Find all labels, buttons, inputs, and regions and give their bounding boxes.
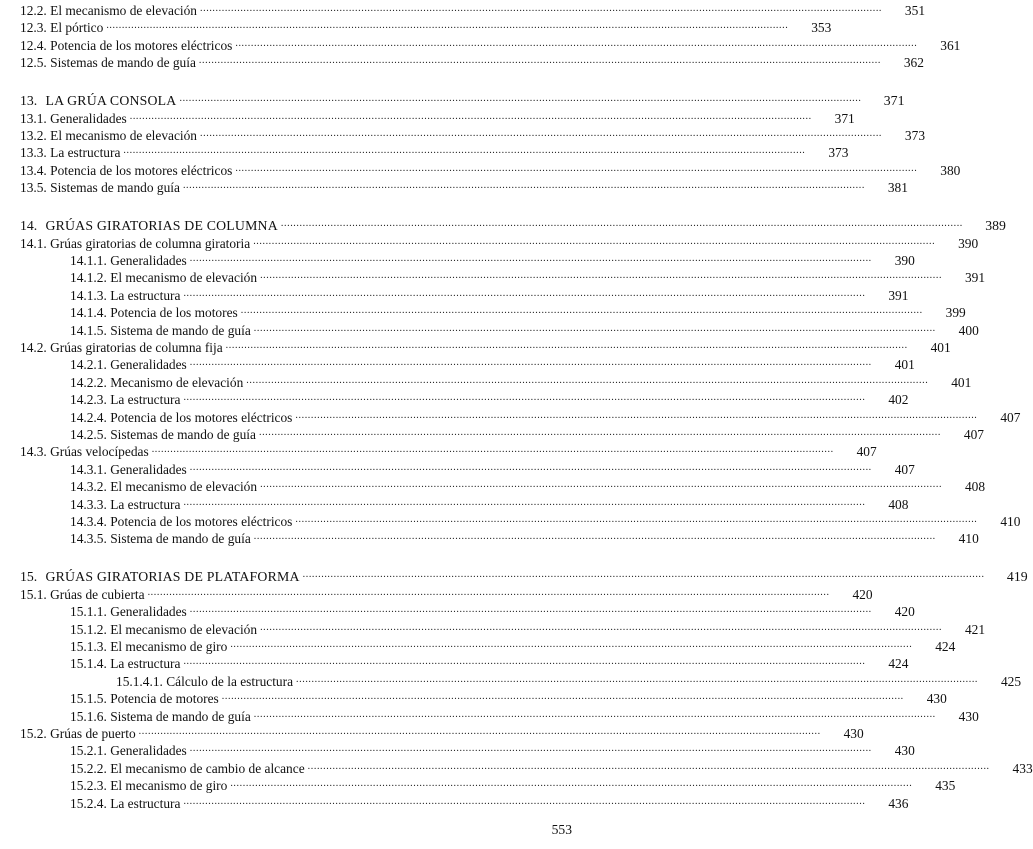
- dot-leader: ............................................................................................................................................................................................................................: [106, 20, 789, 32]
- toc-entry-page: 436: [888, 795, 909, 811]
- toc-entry-label: [116, 674, 293, 689]
- dot-leader: ............................................................................................................................................................................................................................: [189, 253, 872, 264]
- toc-entry-page: 401: [894, 357, 915, 373]
- toc-entry-label: [20, 55, 196, 70]
- toc-entry-label: [70, 497, 180, 512]
- toc-entry-number: 13.3.: [20, 145, 47, 161]
- toc-entry-page: 362: [903, 55, 924, 71]
- toc-entry-page: 399: [945, 305, 966, 321]
- toc-entry-number: 13.: [20, 93, 38, 109]
- toc-entry: [70, 707, 979, 724]
- toc-entry-page: 351: [904, 3, 926, 18]
- toc-entry-number: 15.1.3.: [70, 639, 107, 654]
- toc-entry-label: [70, 778, 227, 793]
- dot-leader: ............................................................................................................................................................................................................................: [200, 128, 883, 139]
- toc-entry-label: [20, 726, 136, 741]
- toc-entry-title: El mecanismo de giro: [110, 778, 228, 794]
- toc-entry: [70, 654, 909, 672]
- dot-leader: ............................................................................................................................................................................................................................: [183, 287, 866, 299]
- toc-entry-title: GRÚAS GIRATORIAS DE PLATAFORMA: [45, 569, 300, 585]
- dot-leader: ............................................................................................................................................................................................................................: [295, 409, 978, 421]
- toc-entry: [70, 321, 979, 338]
- toc-entry-title: La estructura: [110, 656, 181, 672]
- toc-entry-number: 12.4.: [20, 37, 47, 53]
- toc-entry-label: [20, 587, 145, 602]
- toc-entry-number: 14.2.1.: [70, 357, 107, 373]
- toc-entry: [70, 620, 986, 637]
- toc-entry-page: 424: [935, 639, 956, 654]
- toc-entry-label: [70, 479, 257, 494]
- toc-entry-title: La estructura: [110, 795, 181, 811]
- toc-entry-page: 381: [887, 180, 908, 196]
- toc-entry-title: El mecanismo de elevación: [110, 621, 258, 637]
- dot-leader: ............................................................................................................................................................................................................................: [230, 778, 913, 790]
- toc-entry-number: 15.1.2.: [70, 621, 107, 637]
- toc-entry: [20, 338, 951, 355]
- toc-entry-label: [20, 20, 103, 35]
- toc-entry-number: 15.1.1.: [70, 604, 107, 620]
- toc-entry-title: Potencia de los motores eléctricos: [50, 37, 233, 53]
- toc-entry: [70, 390, 909, 408]
- toc-entry-page: 407: [894, 461, 915, 477]
- toc-entry-label: [70, 357, 187, 372]
- toc-entry: [70, 251, 915, 268]
- dot-leader: ............................................................................................................................................................................................................................: [147, 586, 830, 598]
- toc-entry-label: [20, 145, 120, 160]
- dot-leader: ............................................................................................................................................................................................................................: [280, 218, 963, 230]
- toc-entry-number: 14.2.: [20, 340, 47, 355]
- dot-leader: ............................................................................................................................................................................................................................: [189, 461, 872, 473]
- toc-entry-label: [20, 163, 232, 178]
- dot-leader: ............................................................................................................................................................................................................................: [183, 795, 866, 807]
- dot-leader: ............................................................................................................................................................................................................................: [307, 760, 990, 772]
- dot-leader: ............................................................................................................................................................................................................................: [296, 673, 979, 685]
- toc-entry: [70, 477, 986, 495]
- toc-entry-number: 14.3.: [20, 444, 47, 460]
- toc-entry-page: 430: [843, 726, 864, 741]
- toc-entry-title: Sistema de mando de guía: [110, 531, 251, 547]
- dot-leader: ............................................................................................................................................................................................................................: [182, 180, 865, 192]
- toc-entry-label: [70, 375, 243, 390]
- toc-entry-number: 12.3.: [20, 20, 47, 36]
- toc-entry-number: 14.1.: [20, 235, 47, 251]
- toc-entry-label: [20, 128, 197, 143]
- toc-entry: [70, 759, 1033, 776]
- dot-leader: ............................................................................................................................................................................................................................: [221, 691, 904, 703]
- toc-entry-page: 421: [964, 621, 986, 637]
- toc-entry-title: El mecanismo de elevación: [50, 3, 198, 18]
- toc-entry: [70, 460, 915, 477]
- toc-entry-number: 14.1.5.: [70, 322, 107, 338]
- toc-entry: [20, 126, 926, 143]
- toc-entry: [70, 286, 909, 303]
- toc-entry-title: Generalidades: [50, 110, 127, 126]
- toc-entry-label: [70, 604, 187, 619]
- toc-chapter: [20, 216, 1006, 234]
- toc-entry-number: 13.1.: [20, 110, 47, 126]
- toc-entry-number: 14.2.4.: [70, 409, 107, 425]
- toc-entry-label: [20, 340, 223, 355]
- toc-entry-number: 15.1.4.: [70, 656, 107, 672]
- toc-entry-label: [70, 743, 187, 758]
- toc-entry-page: 407: [963, 427, 984, 442]
- toc-entry-page: 400: [958, 322, 979, 338]
- dot-leader: ............................................................................................................................................................................................................................: [200, 3, 883, 14]
- toc-entry: [70, 512, 1021, 529]
- toc-entry-number: 14.: [20, 218, 38, 234]
- toc-entry-label: [20, 236, 250, 251]
- toc-entry-number: 14.2.2.: [70, 374, 107, 390]
- toc-entry-title: La estructura: [110, 392, 181, 408]
- toc-entry-label: [70, 288, 180, 303]
- toc-entry-number: 14.2.3.: [70, 392, 107, 408]
- dot-leader: ............................................................................................................................................................................................................................: [253, 531, 936, 543]
- toc-entry-title: Generalidades: [110, 253, 187, 268]
- toc-entry: [70, 602, 915, 620]
- toc-entry-number: 13.4.: [20, 162, 47, 178]
- toc-entry-label: [20, 3, 197, 18]
- toc-entry-label: [20, 180, 180, 195]
- toc-entry: [70, 637, 956, 654]
- toc-entry-label: [20, 569, 300, 584]
- toc-entry-page: 401: [951, 374, 972, 390]
- toc-entry: [20, 1, 926, 18]
- toc-entry: [70, 776, 956, 794]
- dot-leader: ............................................................................................................................................................................................................................: [189, 604, 872, 616]
- toc-entry-page: 419: [1006, 569, 1028, 585]
- toc-entry-title: El mecanismo de elevación: [110, 270, 258, 286]
- toc-entry-number: 15.2.1.: [70, 743, 107, 759]
- toc-entry: [20, 53, 924, 71]
- toc-entry-number: 15.2.: [20, 726, 47, 741]
- dot-leader: ............................................................................................................................................................................................................................: [295, 514, 978, 525]
- toc-entry-page: 353: [811, 20, 832, 36]
- toc-entry-page: 402: [888, 392, 909, 408]
- toc-entry-number: 12.5.: [20, 55, 47, 71]
- toc-entry-title: Sistemas de mando de guía: [110, 427, 256, 442]
- toc-entry-title: El mecanismo de cambio de alcance: [110, 760, 305, 776]
- toc-entry: [20, 109, 855, 126]
- toc-entry-label: [70, 514, 292, 529]
- toc-entry-page: 424: [888, 656, 909, 672]
- toc-entry-page: 401: [930, 340, 951, 355]
- toc-entry-page: 391: [888, 287, 909, 303]
- toc-entry-label: [70, 622, 257, 637]
- toc-entry-page: 430: [926, 691, 947, 707]
- dot-leader: ............................................................................................................................................................................................................................: [183, 392, 866, 404]
- dot-leader: ............................................................................................................................................................................................................................: [240, 305, 923, 317]
- toc-entry-title: Grúas giratorias de columna giratoria: [50, 235, 251, 251]
- toc-entry-label: [70, 656, 180, 671]
- toc-entry-number: 15.: [20, 569, 38, 585]
- dot-leader: ............................................................................................................................................................................................................................: [235, 162, 918, 174]
- toc-entry-title: Grúas giratorias de columna fija: [50, 340, 223, 355]
- toc-entry: [116, 672, 1022, 689]
- dot-leader: ............................................................................................................................................................................................................................: [151, 444, 834, 456]
- toc-entry-label: [70, 531, 251, 546]
- toc-entry-number: 13.2.: [20, 128, 47, 143]
- toc-entry-page: 390: [958, 235, 979, 251]
- toc-entry-page: 425: [1000, 673, 1022, 689]
- toc-entry-page: 380: [940, 162, 961, 178]
- toc-entry-page: 407: [856, 444, 877, 460]
- toc-entry-label: [70, 305, 238, 320]
- toc-entry-label: [70, 253, 187, 268]
- toc-entry-page: 410: [958, 531, 979, 547]
- toc-entry-page: 361: [940, 37, 961, 53]
- toc-entry: [70, 355, 915, 373]
- toc-entry-page: 371: [883, 93, 905, 109]
- dot-leader: ............................................................................................................................................................................................................................: [189, 357, 872, 369]
- toc-entry-title: GRÚAS GIRATORIAS DE COLUMNA: [45, 218, 278, 234]
- toc-entry-label: [20, 111, 127, 126]
- toc-entry-title: Potencia de motores: [110, 691, 219, 707]
- toc-entry-page: 373: [904, 128, 926, 143]
- toc-entry: [70, 425, 984, 442]
- toc-entry-title: Potencia de los motores eléctricos: [50, 162, 233, 178]
- toc-entry: [70, 268, 986, 286]
- toc-entry-title: La estructura: [110, 496, 181, 512]
- page-number: 553: [551, 822, 572, 837]
- dot-leader: ............................................................................................................................................................................................................................: [260, 479, 943, 491]
- toc-entry: [20, 143, 849, 161]
- toc-entry: [70, 373, 972, 390]
- toc-entry: [20, 161, 961, 178]
- toc-entry-title: Generalidades: [110, 604, 187, 620]
- toc-entry-number: 15.2.3.: [70, 778, 107, 794]
- toc-entry-number: 14.3.5.: [70, 531, 107, 547]
- toc-entry-page: 373: [828, 145, 849, 161]
- toc-entry-number: 14.1.1.: [70, 253, 107, 268]
- toc-entry-page: 433: [1012, 760, 1033, 776]
- dot-leader: ............................................................................................................................................................................................................................: [230, 639, 913, 650]
- toc-entry-label: [70, 691, 219, 706]
- toc-chapter: [20, 567, 1028, 585]
- dot-leader: ............................................................................................................................................................................................................................: [260, 621, 943, 633]
- toc-entry-title: Sistema de mando de guía: [110, 322, 251, 338]
- toc-entry-number: 15.1.5.: [70, 691, 107, 707]
- toc-entry-title: Sistemas de mando guía: [50, 180, 180, 196]
- toc-entry-title: Mecanismo de elevación: [110, 374, 244, 390]
- dot-leader: ............................................................................................................................................................................................................................: [258, 427, 941, 438]
- toc-entry-title: El mecanismo de giro: [110, 639, 228, 654]
- toc-entry-page: 410: [1000, 514, 1021, 529]
- toc-entry-page: 435: [935, 778, 956, 794]
- toc-entry-number: 14.3.4.: [70, 514, 107, 529]
- toc-entry: [70, 495, 909, 512]
- toc-entry-label: [70, 410, 292, 425]
- toc-entry: [20, 585, 873, 602]
- toc-entry-number: 15.1.4.1.: [116, 673, 163, 689]
- toc-entry-number: 12.2.: [20, 3, 47, 18]
- toc-entry-page: 408: [964, 479, 986, 495]
- toc-entry-title: El pórtico: [50, 20, 104, 36]
- toc-entry-title: LA GRÚA CONSOLA: [45, 93, 177, 109]
- toc-entry-title: El mecanismo de elevación: [110, 479, 258, 495]
- dot-leader: ............................................................................................................................................................................................................................: [123, 145, 806, 157]
- toc-entry: [20, 36, 961, 53]
- toc-entry-title: Sistema de mando de guía: [110, 708, 251, 724]
- dot-leader: ............................................................................................................................................................................................................................: [129, 110, 812, 122]
- toc-entry-title: La estructura: [50, 145, 121, 161]
- dot-leader: ............................................................................................................................................................................................................................: [198, 55, 881, 67]
- toc-entry-title: Cálculo de la estructura: [166, 673, 294, 689]
- toc-entry-label: [70, 462, 187, 477]
- toc-entry-title: Grúas velocípedas: [50, 444, 149, 460]
- toc-entry-page: 430: [958, 708, 979, 724]
- toc-entry-label: [70, 796, 180, 811]
- toc-entry-number: 14.1.3.: [70, 287, 107, 303]
- toc-entry-number: 14.3.1.: [70, 461, 107, 477]
- toc-entry-number: 14.2.5.: [70, 427, 107, 442]
- toc-entry-page: 371: [834, 110, 855, 126]
- toc-entry-label: [70, 392, 180, 407]
- dot-leader: ............................................................................................................................................................................................................................: [183, 496, 866, 508]
- toc-entry-title: Potencia de los motores eléctricos: [110, 514, 293, 529]
- toc-entry-number: 14.1.2.: [70, 270, 107, 286]
- toc-chapter: [20, 91, 905, 109]
- toc-entry-title: Sistemas de mando de guía: [50, 55, 196, 71]
- dot-leader: ............................................................................................................................................................................................................................: [189, 743, 872, 755]
- toc-entry-page: 408: [888, 496, 909, 512]
- dot-leader: ............................................................................................................................................................................................................................: [253, 235, 936, 247]
- toc-entry-number: 15.1.: [20, 586, 47, 602]
- toc-entry-page: 390: [894, 253, 915, 268]
- dot-leader: ............................................................................................................................................................................................................................: [260, 270, 943, 282]
- toc-entry-number: 14.3.3.: [70, 496, 107, 512]
- dot-leader: ............................................................................................................................................................................................................................: [235, 37, 918, 49]
- dot-leader: ............................................................................................................................................................................................................................: [179, 93, 862, 105]
- toc-entry-title: Grúas de cubierta: [50, 586, 145, 602]
- dot-leader: ............................................................................................................................................................................................................................: [253, 322, 936, 334]
- toc-entry-number: 13.5.: [20, 180, 47, 196]
- dot-leader: ............................................................................................................................................................................................................................: [225, 340, 908, 351]
- toc-entry-number: 15.2.4.: [70, 795, 107, 811]
- toc-entry-title: Potencia de los motores: [110, 305, 238, 321]
- toc-entry-label: [20, 38, 232, 53]
- toc-entry: [20, 18, 832, 36]
- dot-leader: ............................................................................................................................................................................................................................: [183, 656, 866, 668]
- dot-leader: ............................................................................................................................................................................................................................: [253, 708, 936, 720]
- toc-entry-label: [70, 761, 305, 776]
- toc-entry-page: 391: [964, 270, 986, 286]
- toc-entry-label: [70, 323, 251, 338]
- toc-entry-title: La estructura: [110, 287, 181, 303]
- toc-entry: [70, 689, 947, 707]
- toc-entry-title: Generalidades: [110, 461, 187, 477]
- toc-entry-number: 15.1.6.: [70, 708, 107, 724]
- toc-entry: [70, 794, 909, 811]
- toc-entry-title: Generalidades: [110, 743, 187, 759]
- toc-entry: [20, 234, 979, 251]
- toc-entry: [70, 529, 979, 547]
- toc-entry: [20, 442, 877, 460]
- toc-entry-title: Generalidades: [110, 357, 187, 373]
- toc-entry-title: El mecanismo de elevación: [50, 128, 198, 143]
- toc-entry: [70, 303, 966, 321]
- toc-entry-label: [70, 270, 257, 285]
- dot-leader: ............................................................................................................................................................................................................................: [302, 569, 985, 581]
- toc-entry-number: 14.3.2.: [70, 479, 107, 495]
- toc-entry: [20, 724, 864, 741]
- toc-entry-label: [20, 218, 278, 233]
- toc-entry-title: Grúas de puerto: [50, 726, 136, 741]
- toc-entry-label: [70, 639, 227, 654]
- toc-entry-page: 420: [894, 604, 915, 620]
- toc-entry-page: 430: [894, 743, 915, 759]
- toc-entry: [70, 408, 1021, 425]
- toc-entry: [70, 741, 915, 759]
- dot-leader: ............................................................................................................................................................................................................................: [246, 374, 929, 386]
- toc-entry: [20, 178, 908, 196]
- toc-entry-label: [20, 444, 149, 459]
- toc-entry-page: 420: [852, 586, 873, 602]
- toc-entry-label: [70, 427, 256, 442]
- toc-entry-number: 15.2.2.: [70, 760, 107, 776]
- toc-entry-label: [70, 709, 251, 724]
- toc-entry-number: 14.1.4.: [70, 305, 107, 321]
- dot-leader: ............................................................................................................................................................................................................................: [138, 726, 821, 737]
- toc-entry-page: 407: [1000, 409, 1021, 425]
- toc-entry-label: [20, 93, 176, 108]
- toc-entry-title: Potencia de los motores eléctricos: [110, 409, 293, 425]
- toc-entry-page: 389: [985, 218, 1006, 234]
